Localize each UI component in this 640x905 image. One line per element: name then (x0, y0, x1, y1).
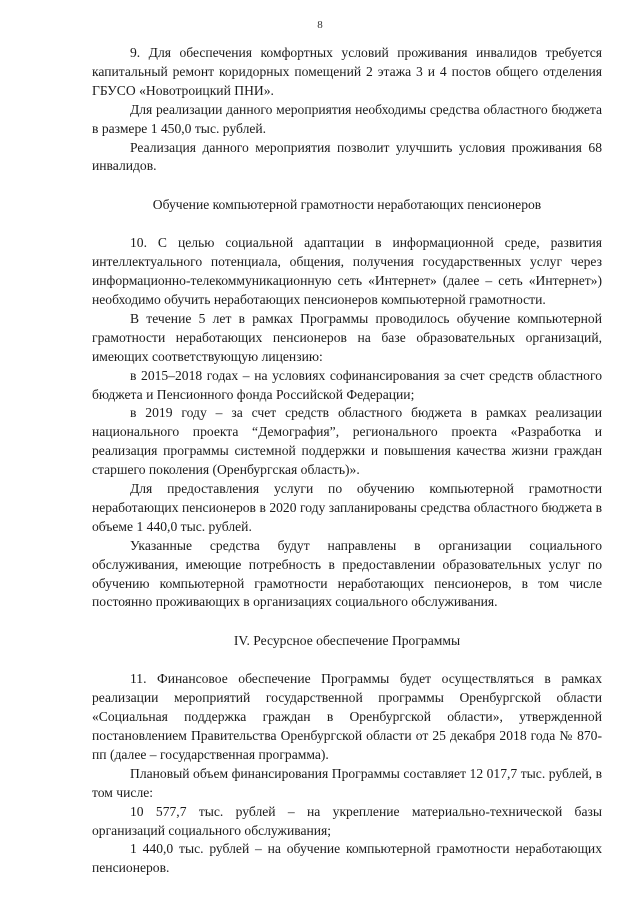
page-number: 8 (317, 19, 323, 31)
document-body (92, 44, 602, 878)
paragraph-11: 11. Финансовое обеспечение Программы будет осуществляться в рамках реализации мероприятий государственной программы Оренбургской области «Социальная поддержка граждан в Оренбургской области», утвержденной постановлением Правительства Оренбургской области от 25 декабря 2018 года № 870-пп (далее – государственная программа). (92, 671, 602, 762)
paragraph-10-2015-2018: в 2015–2018 годах – на условиях софинансирования за счет средств областного бюджета и Пенсионного фонда Российской Федерации; (92, 367, 602, 402)
paragraph-10: 10. С целью социальной адаптации в информационной среде, развития интеллектуального потенциала, общения, получения государственных услуг через информационно-телекоммуникационную сеть «Интернет» (далее – сеть «Интернет») необходимо обучить неработающих пенсионеров компьютерной грамотности. (92, 235, 602, 307)
paragraph-9-result: Реализация данного мероприятия позволит улучшить условия проживания 68 инвалидов. (92, 139, 602, 174)
paragraph-10-allocation: Указанные средства будут направлены в организации социального обслуживания, имеющие потребность в предоставлении образовательных услуг по обучению компьютерной грамотности неработающих пенсионеров, в том числе постоянно проживающих в организациях социального обслуживания. (92, 537, 602, 610)
paragraph-10-training: В течение 5 лет в рамках Программы проводилось обучение компьютерной грамотности неработающих пенсионеров на базе образовательных организаций, имеющих соответствующую лицензию: (92, 310, 602, 364)
heading-section-iv: IV. Ресурсное обеспечение Программы (233, 633, 461, 649)
heading-computer-literacy: Обучение компьютерной грамотности неработающих пенсионеров (152, 197, 542, 213)
paragraph-11-item-2: 1 440,0 тыс. рублей – на обучение компьютерной грамотности неработающих пенсионеров. (92, 841, 602, 876)
paragraph-9-funding: Для реализации данного мероприятия необходимы средства областного бюджета в размере 1 450,0 тыс. рублей. (92, 101, 602, 136)
paragraph-9: 9. Для обеспечения комфортных условий проживания инвалидов требуется капитальный ремонт коридорных помещений 2 этажа 3 и 4 постов общего отделения ГБУСО «Новотроицкий ПНИ». (92, 45, 602, 98)
paragraph-11-item-1: 10 577,7 тыс. рублей – на укрепление материально-технической базы организаций социального обслуживания; (92, 803, 602, 838)
paragraph-11-total: Плановый объем финансирования Программы составляет 12 017,7 тыс. рублей, в том числе: (92, 765, 602, 800)
paragraph-10-2019: в 2019 году – за счет средств областного бюджета в рамках реализации национального проекта “Демография”, регионального проекта «Разработка и реализация программы системной поддержки и повышения качества жизни граждан старшего поколения (Оренбургская область)». (92, 405, 602, 478)
paragraph-10-2020-funding: Для предоставления услуги по обучению компьютерной грамотности неработающих пенсионеров в 2020 году запланированы средства областного бюджета в объеме 1 440,0 тыс. рублей. (92, 481, 602, 534)
